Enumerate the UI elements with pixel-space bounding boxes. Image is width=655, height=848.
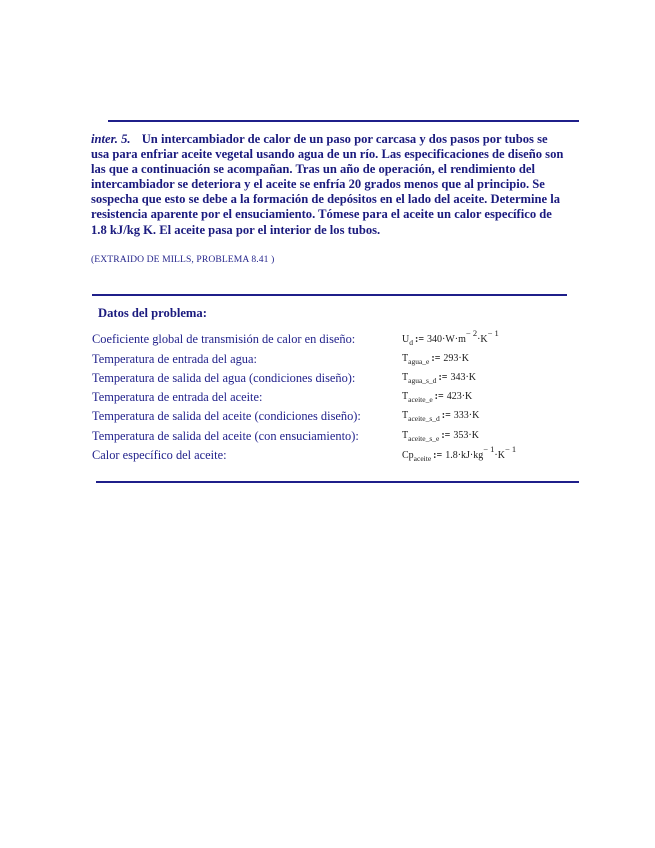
top-divider [108, 120, 579, 122]
data-row [0, 371, 655, 391]
problem-statement [91, 132, 566, 238]
data-row [0, 390, 655, 410]
data-row [0, 409, 655, 429]
row-formula: $T_{aceite\_s\_e}$ := 353·K [402, 430, 479, 443]
data-row [0, 429, 655, 449]
problem-text: Un intercambiador de calor de un paso por carcasa y dos pasos por tubos se usa para enfriar aceite vegetal usando agua de un río. Las especificaciones de diseño son las que a continuación se acompañan. Tras un año de operación, el rendimiento del intercambiador se deteriora y el aceite se enfría 20 grados menos que al principio. Se sospecha que esto se debe a la formación de depósitos en el lado del aceite. Determine la resistencia aparente por el ensuciamiento. Tómese para el aceite un calor específico de 1.8 kJ/kg K. El aceite pasa por el interior de los tubos. [91, 132, 564, 237]
row-formula: $T_{aceite\_e}$ := 423·K [402, 391, 473, 404]
section-title: Datos del problema: [98, 306, 207, 320]
row-formula: $T_{agua\_e}$ := 293·K [402, 353, 469, 366]
row-label: Temperatura de entrada del aceite: [92, 390, 263, 404]
problem-source: (EXTRAIDO DE MILLS, PROBLEMA 8.41 ) [91, 254, 275, 265]
row-label: Temperatura de salida del aceite (con ensuciamiento): [92, 429, 359, 443]
bottom-divider [96, 481, 579, 483]
row-label: Calor específico del aceite: [92, 448, 227, 462]
data-row [0, 328, 655, 352]
row-label: Temperatura de entrada del agua: [92, 352, 257, 366]
row-label: Temperatura de salida del agua (condiciones diseño): [92, 371, 356, 385]
data-row [0, 352, 655, 372]
section-divider [92, 294, 567, 296]
data-row [0, 444, 655, 468]
row-label: Temperatura de salida del aceite (condiciones diseño): [92, 409, 361, 423]
row-formula: $T_{aceite\_s\_d}$ := 333·K [402, 410, 480, 423]
row-formula: $U_d$ := $340\cdot W\cdot m^{- 2}\cdot K^{- 1}$ [402, 328, 499, 347]
row-formula: $T_{agua\_s\_d}$ := 343·K [402, 372, 477, 385]
row-formula: $Cp_{aceite}$ := $1.8\cdot kJ\cdot kg^{- 1}\cdot K^{- 1}$ [402, 444, 517, 463]
row-label: Coeficiente global de transmisión de calor en diseño: [92, 332, 356, 346]
problem-tag: inter. 5. [91, 132, 131, 146]
